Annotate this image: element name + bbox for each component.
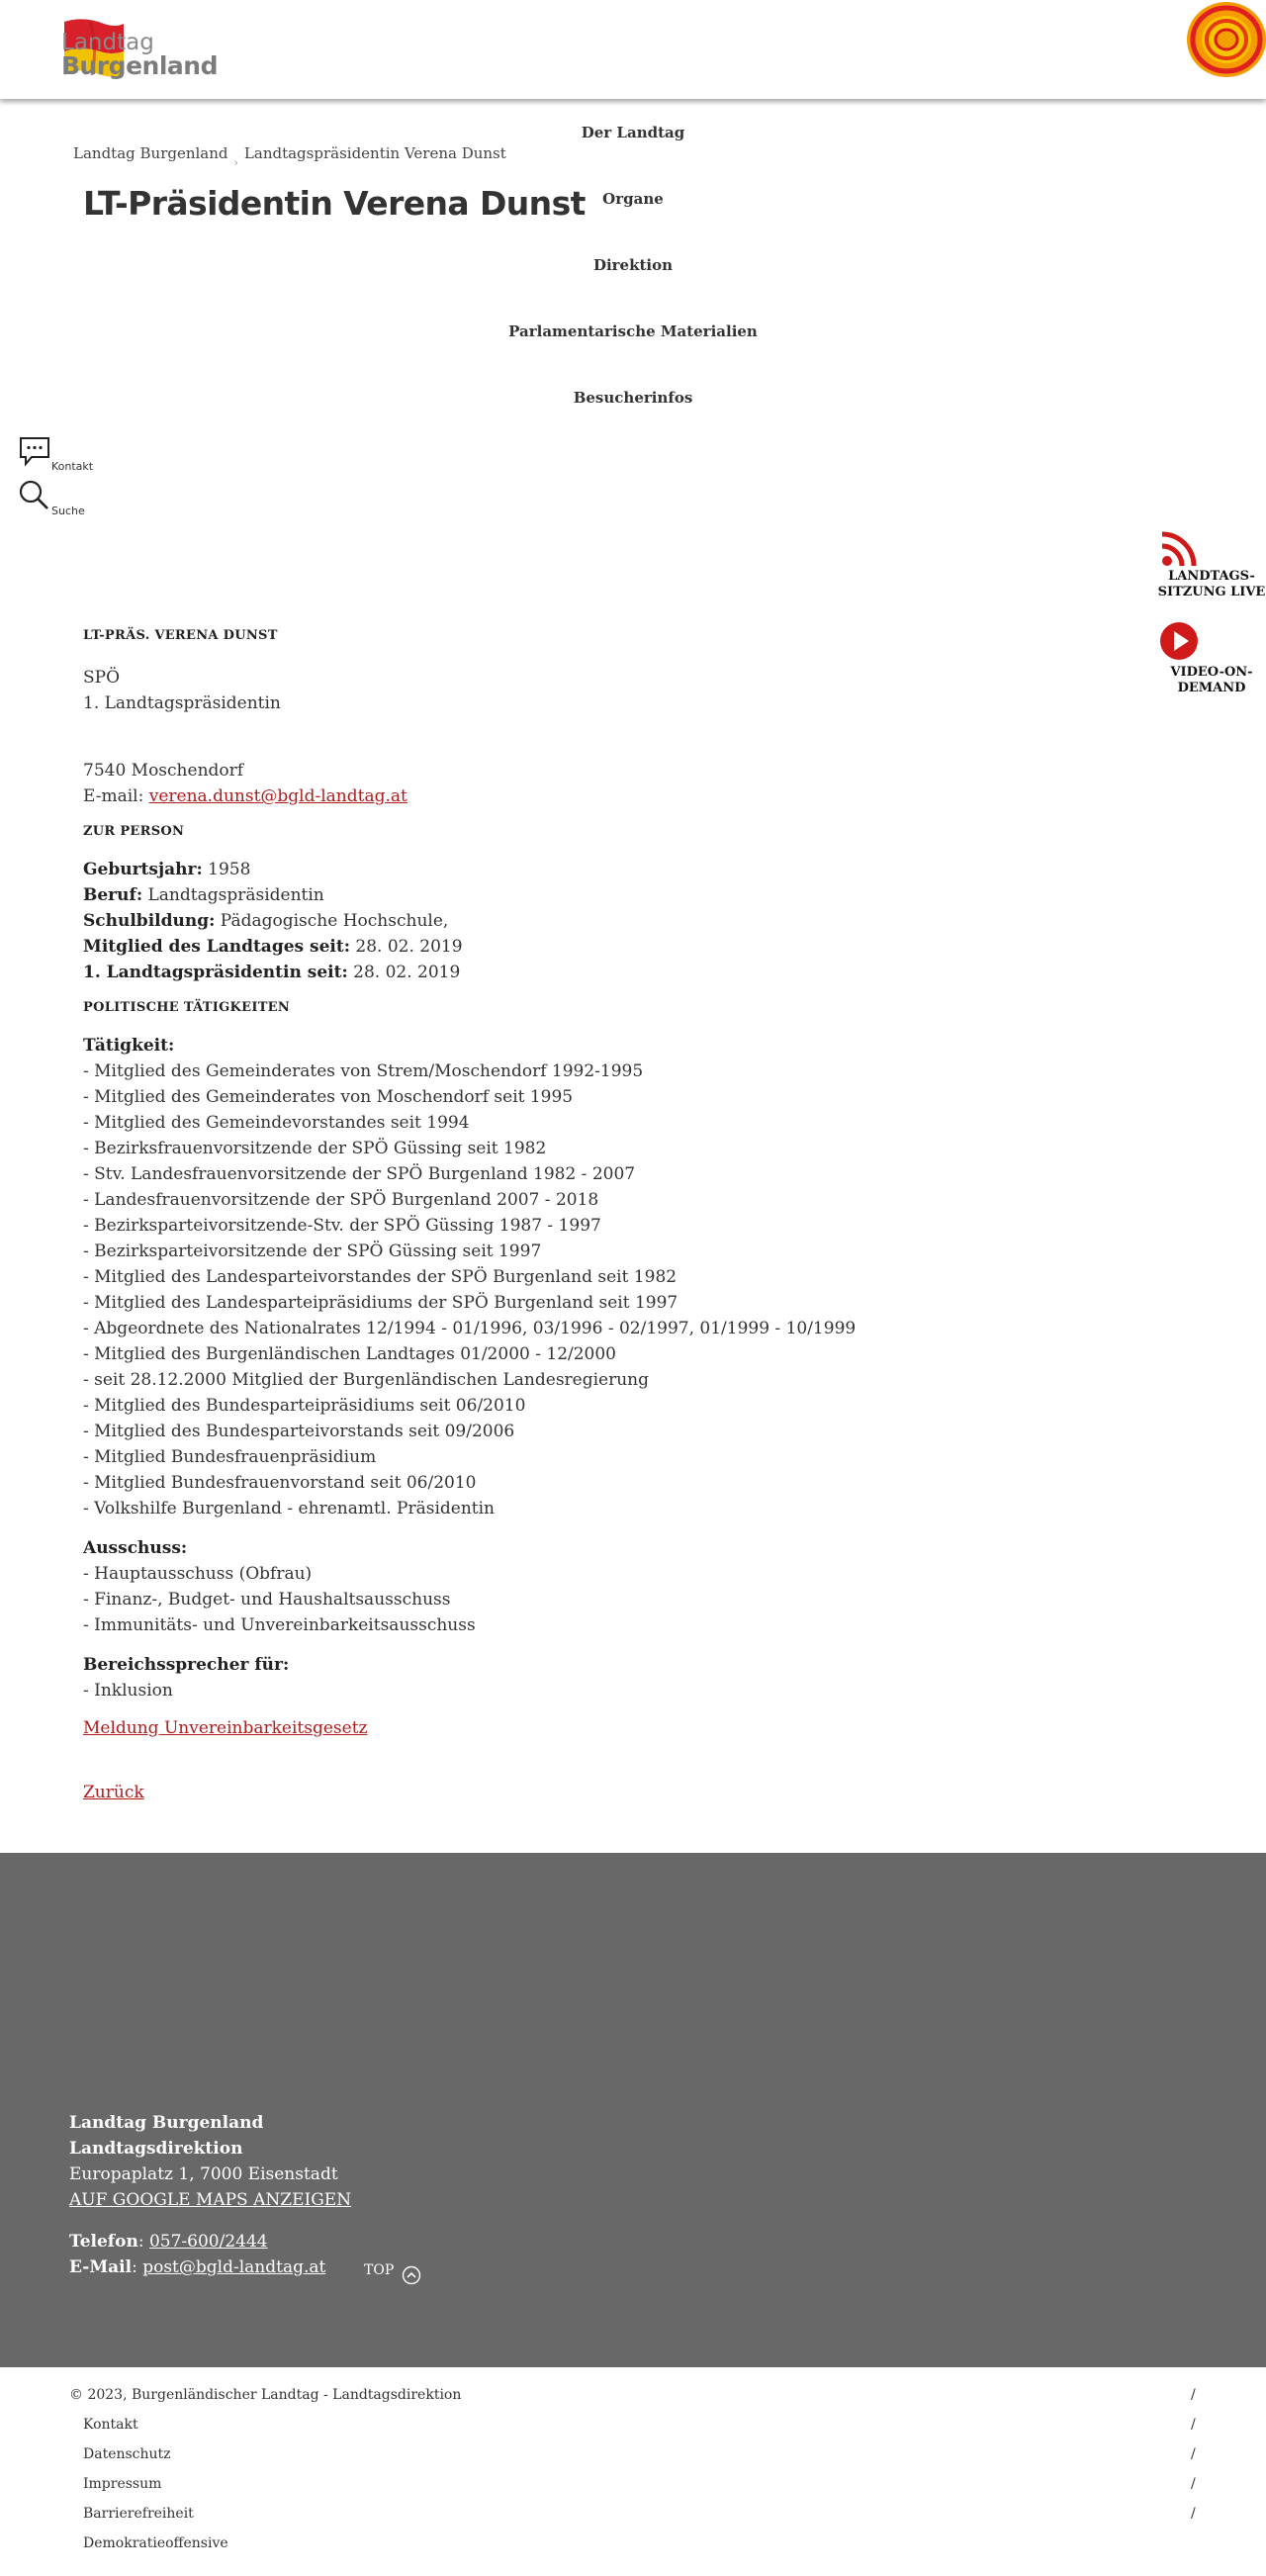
person-details [83, 857, 1072, 985]
site-header [0, 0, 1266, 99]
politische-taetigkeiten-heading: POLITISCHE TÄTIGKEITEN [83, 1000, 291, 1015]
person-row-geburtsjahr [83, 857, 1072, 882]
activity-list-item: - Mitglied des Gemeinderates von Strem/Moschendorf 1992-1995 [83, 1061, 644, 1081]
logo-text-landtag[interactable]: Landtag [61, 30, 154, 55]
row-value: 28. 02. 2019 [353, 963, 461, 982]
activity-list-item: - Mitglied des Gemeindevorstandes seit 1994 [83, 1113, 470, 1133]
activity-list-item: - Bezirksparteivorsitzende-Stv. der SPÖ Güssing 1987 - 1997 [83, 1216, 601, 1236]
footer-phone-link[interactable]: 057-600/2444 [148, 2232, 268, 2252]
taetigkeit-label: Tätigkeit: [83, 1036, 175, 1056]
bereichssprecher-label: Bereichssprecher für: [83, 1655, 290, 1675]
footer-phone-row: Telefon: 057-600/2444 [69, 2232, 268, 2252]
profile-address: 7540 Moschendorf [83, 761, 244, 781]
vod-label-line2: DEMAND [1177, 681, 1246, 695]
video-on-demand-button[interactable] [1157, 621, 1266, 696]
copyright-text: © 2023, Burgenländischer Landtag - Landtagsdirektion [69, 2387, 462, 2403]
separator-slash: / [1191, 2417, 1196, 2433]
live-label-line2: SITZUNG LIVE [1157, 585, 1266, 599]
nav-item-der-landtag[interactable]: Der Landtag [581, 124, 685, 141]
search-button[interactable] [18, 480, 97, 515]
row-label: Beruf: [83, 885, 143, 905]
footer-email-row: E-Mail: post@bgld-landtag.at [69, 2257, 326, 2277]
google-maps-link[interactable]: AUF GOOGLE MAPS ANZEIGEN [69, 2190, 352, 2210]
profile-email-row [83, 783, 1072, 809]
activity-list-item: - Volkshilfe Burgenland - ehrenamtl. Präsidentin [83, 1499, 496, 1518]
footer-address: Europaplatz 1, 7000 Eisenstadt [69, 2164, 338, 2184]
row-label: Schulbildung: [83, 911, 216, 931]
rss-live-icon [1159, 529, 1199, 569]
committee-list-item: - Hauptausschuss (Obfrau) [83, 1564, 313, 1584]
chevron-up-icon [402, 2265, 421, 2285]
separator-slash: / [1191, 2387, 1196, 2403]
row-value: 1958 [208, 860, 251, 879]
main-content [83, 623, 1072, 1805]
footer-org-direktion: Landtagsdirektion [69, 2139, 243, 2159]
separator-slash: / [1191, 2506, 1196, 2522]
nav-item-besucherinfos[interactable]: Besucherinfos [573, 389, 693, 407]
separator-slash: / [1191, 2446, 1196, 2462]
bottom-bar [0, 2367, 1266, 2576]
sun-emblem-icon[interactable] [1182, 0, 1266, 81]
profile-party: SPÖ [83, 668, 121, 688]
unvereinbarkeitsgesetz-link[interactable]: Meldung Unvereinbarkeitsgesetz [83, 1718, 368, 1738]
activity-list-item: - Mitglied des Bundesparteivorstands seit 09/2006 [83, 1422, 515, 1441]
search-icon [18, 480, 51, 511]
main-nav [435, 124, 831, 455]
top-label: TOP [364, 2262, 395, 2278]
breadcrumb-separator-icon: › [233, 156, 238, 169]
site-footer [0, 1853, 1266, 2367]
activity-list-item: - Abgeordnete des Nationalrates 12/1994 - 01/1996, 03/1996 - 02/1997, 01/1999 - 10/1999 [83, 1319, 857, 1338]
nav-item-parlamentarische-materialien[interactable]: Parlamentarische Materialien [508, 322, 758, 340]
committee-list-item: - Immunitäts- und Unvereinbarkeitsausschuss [83, 1615, 476, 1635]
row-value: 28. 02. 2019 [355, 937, 463, 957]
play-icon [1159, 621, 1199, 661]
bottom-link-kontakt[interactable]: Kontakt [83, 2417, 138, 2433]
profile-heading: LT-PRÄS. VERENA DUNST [83, 628, 278, 643]
footer-email-link[interactable]: post@bgld-landtag.at [142, 2257, 326, 2277]
person-row-beruf [83, 882, 1072, 908]
bottom-link-demokratieoffensive[interactable]: Demokratieoffensive [83, 2535, 228, 2551]
committees-list [83, 1561, 1072, 1638]
chat-bubble-icon [18, 435, 51, 467]
email-label: E-mail: [83, 786, 144, 806]
activity-list-item: - Mitglied Bundesfrauenpräsidium [83, 1447, 377, 1467]
activity-list-item: - Mitglied des Bundesparteipräsidiums seit 06/2010 [83, 1396, 526, 1416]
nav-item-organe[interactable]: Organe [602, 190, 664, 208]
bottom-link-impressum[interactable]: Impressum [83, 2476, 162, 2492]
row-value: Landtagspräsidentin [147, 885, 324, 905]
activity-list-item: - Mitglied Bundesfrauenvorstand seit 06/2010 [83, 1473, 477, 1493]
vod-label-line1: VIDEO-ON- [1170, 665, 1253, 680]
row-label: 1. Landtagspräsidentin seit: [83, 963, 348, 982]
footer-org-name: Landtag Burgenland [69, 2113, 264, 2133]
breadcrumb-current: Landtagspräsidentin Verena Dunst [243, 144, 506, 162]
footer-email-label: E-Mail [69, 2257, 133, 2277]
activity-list-item: - Mitglied des Landesparteivorstandes der SPÖ Burgenland seit 1982 [83, 1267, 678, 1287]
contact-button[interactable] [18, 435, 97, 471]
activity-list-item: - Landesfrauenvorsitzende der SPÖ Burgenland 2007 - 2018 [83, 1190, 599, 1210]
row-label: Geburtsjahr: [83, 860, 203, 879]
profile-role: 1. Landtagspräsidentin [83, 693, 281, 713]
nav-item-direktion[interactable]: Direktion [592, 256, 674, 274]
activity-list-item: - Bezirksfrauenvorsitzende der SPÖ Güssing seit 1982 [83, 1139, 547, 1158]
activities-list [83, 1058, 1072, 1521]
live-label-line1: LANDTAGS- [1168, 569, 1255, 584]
activity-list-item: - seit 28.12.2000 Mitglied der Burgenländischen Landesregierung [83, 1370, 650, 1390]
page-title: LT-Präsidentin Verena Dunst [83, 184, 586, 223]
bottom-link-datenschutz[interactable]: Datenschutz [83, 2446, 171, 2462]
spokes-list-item: - Inklusion [83, 1681, 173, 1701]
logo-text-burgenland[interactable]: Burgenland [61, 51, 218, 80]
person-row-praesidentin-seit [83, 960, 1072, 985]
landtagssitzung-live-button[interactable] [1157, 529, 1266, 600]
committee-list-item: - Finanz-, Budget- und Haushaltsausschuss [83, 1590, 451, 1610]
activity-list-item: - Mitglied des Burgenländischen Landtages 01/2000 - 12/2000 [83, 1344, 616, 1364]
spokes-list [83, 1678, 1072, 1703]
back-link[interactable]: Zurück [83, 1783, 144, 1802]
bottom-link-barrierefreiheit[interactable]: Barrierefreiheit [83, 2506, 194, 2522]
row-value: Pädagogische Hochschule, [220, 911, 449, 931]
search-label: Suche [51, 505, 85, 517]
activity-list-item: - Mitglied des Landesparteipräsidiums der SPÖ Burgenland seit 1997 [83, 1293, 678, 1313]
ausschuss-label: Ausschuss: [83, 1538, 188, 1558]
phone-label: Telefon [69, 2232, 138, 2252]
contact-label: Kontakt [51, 460, 94, 473]
back-to-top-button[interactable] [364, 2259, 433, 2283]
activity-list-item: - Mitglied des Gemeinderates von Moschendorf seit 1995 [83, 1087, 574, 1107]
person-row-schulbildung [83, 908, 1072, 934]
profile-email-link[interactable]: verena.dunst@bgld-landtag.at [148, 786, 407, 806]
row-label: Mitglied des Landtages seit: [83, 937, 350, 957]
person-row-mitglied-seit [83, 934, 1072, 960]
zur-person-heading: ZUR PERSON [83, 824, 185, 839]
separator-slash: / [1191, 2476, 1196, 2492]
breadcrumb-home[interactable]: Landtag Burgenland [73, 144, 228, 162]
activity-list-item: - Bezirksparteivorsitzende der SPÖ Güssing seit 1997 [83, 1242, 542, 1261]
activity-list-item: - Stv. Landesfrauenvorsitzende der SPÖ Burgenland 1982 - 2007 [83, 1164, 636, 1184]
